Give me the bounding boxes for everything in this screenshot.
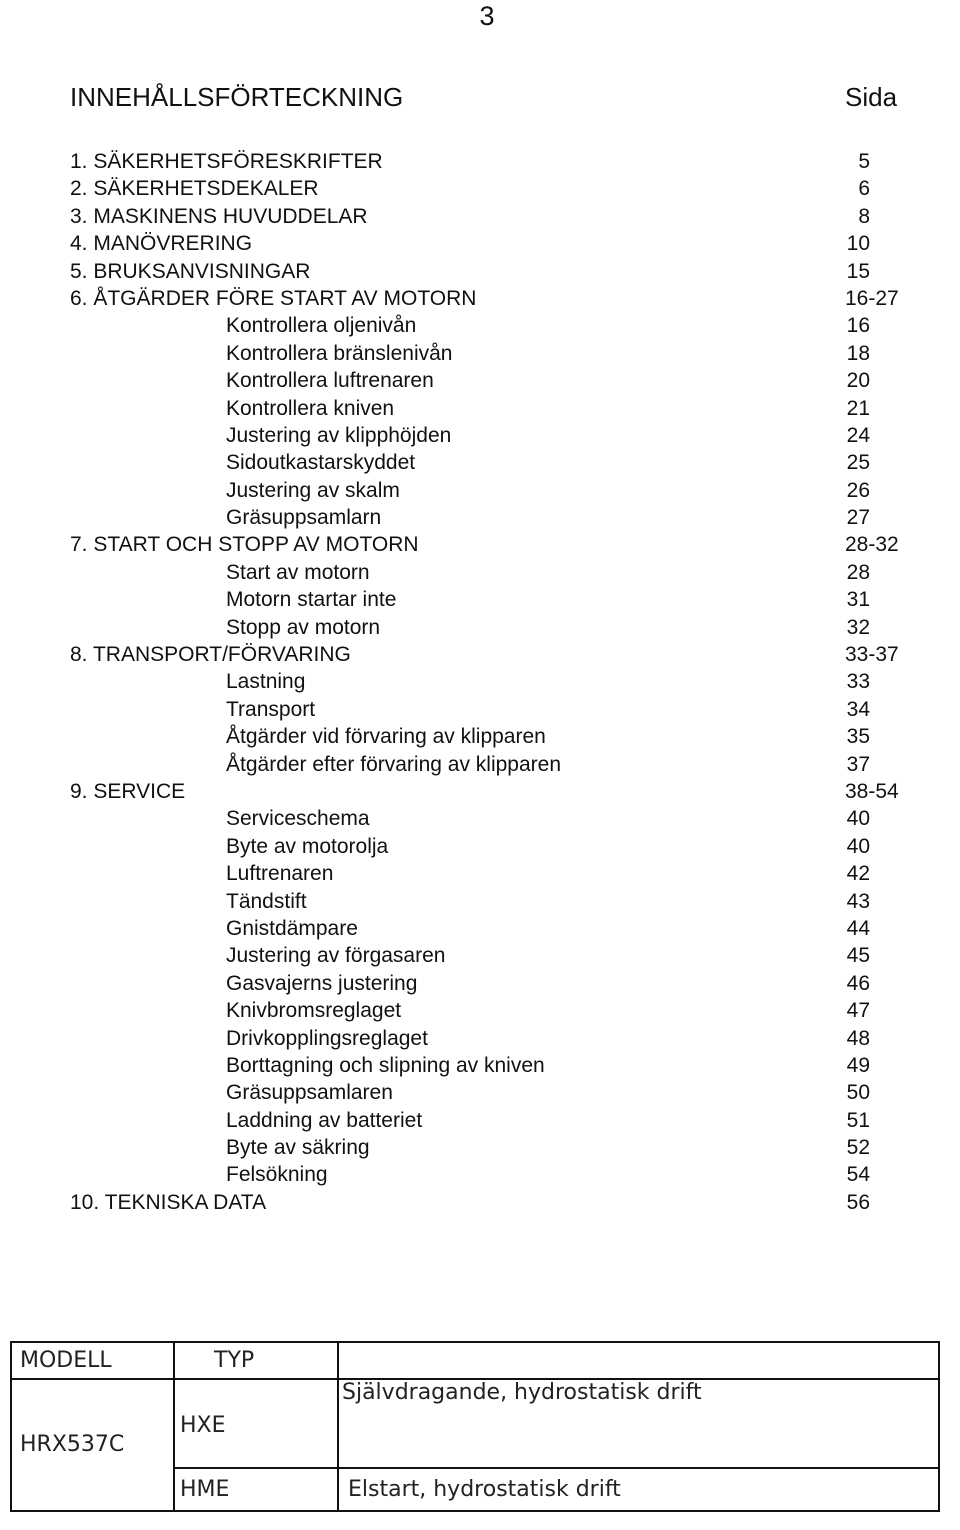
toc-subentry xyxy=(0,1161,960,1188)
toc-entry-title: Sidoutkastarskyddet xyxy=(226,451,416,475)
toc-list xyxy=(0,148,960,1216)
toc-entry-page: 44 xyxy=(846,916,870,940)
toc-entry-page: 18 xyxy=(846,341,870,365)
toc-entry xyxy=(0,531,960,558)
toc-entry xyxy=(0,641,960,668)
toc-entry-page: 33 xyxy=(846,670,870,694)
toc-entry-page: 50 xyxy=(846,1081,870,1105)
toc-entry-title: Justering av skalm xyxy=(226,478,400,502)
toc-subentry xyxy=(0,1134,960,1161)
toc-entry xyxy=(0,175,960,202)
toc-entry-title: Justering av förgasaren xyxy=(226,944,446,968)
toc-entry-page: 46 xyxy=(846,971,870,995)
toc-entry-title: Kontrollera bränslenivån xyxy=(226,341,453,365)
model-table xyxy=(10,1341,940,1512)
toc-subentry xyxy=(0,696,960,723)
toc-entry-page: 28-32 xyxy=(845,533,899,557)
toc-subentry xyxy=(0,1107,960,1134)
toc-subentry xyxy=(0,1079,960,1106)
toc-entry-title: Gräsuppsamlaren xyxy=(226,1081,393,1105)
toc-subentry xyxy=(0,805,960,832)
type-code: HME xyxy=(180,1477,230,1502)
toc-subentry xyxy=(0,942,960,969)
toc-entry-title: Gräsuppsamlarn xyxy=(226,506,382,530)
table-header-model: MODELL xyxy=(20,1348,112,1373)
toc-entry-title: Transport xyxy=(226,697,316,721)
toc-entry-page: 35 xyxy=(846,725,870,749)
table-divider xyxy=(175,1467,938,1469)
toc-entry-title: Kontrollera kniven xyxy=(226,396,395,420)
toc-entry-title: Luftrenaren xyxy=(226,862,334,886)
toc-entry-page: 15 xyxy=(846,259,870,283)
toc-entry xyxy=(0,203,960,230)
toc-entry-title: Serviceschema xyxy=(226,807,370,831)
toc-subentry xyxy=(0,614,960,641)
toc-entry xyxy=(0,230,960,257)
toc-subentry xyxy=(0,723,960,750)
toc-entry-title: 7. START OCH STOPP AV MOTORN xyxy=(70,533,419,557)
toc-title: INNEHÅLLSFÖRTECKNING xyxy=(70,82,404,112)
toc-entry-page: 43 xyxy=(846,889,870,913)
toc-page-column-heading: Sida xyxy=(845,82,898,112)
toc-entry-title: Borttagning och slipning av kniven xyxy=(226,1053,545,1077)
toc-entry-page: 37 xyxy=(846,752,870,776)
type-description: Elstart, hydrostatisk drift xyxy=(348,1477,621,1502)
toc-subentry xyxy=(0,888,960,915)
toc-entry-title: Laddning av batteriet xyxy=(226,1108,423,1132)
toc-entry-title: Kontrollera oljenivån xyxy=(226,314,417,338)
type-description: Självdragande, hydrostatisk drift xyxy=(342,1380,702,1405)
toc-entry-page: 6 xyxy=(858,177,870,201)
toc-entry-title: Justering av klipphöjden xyxy=(226,423,452,447)
model-value: HRX537C xyxy=(20,1432,125,1457)
toc-entry-title: 2. SÄKERHETSDEKALER xyxy=(70,177,319,201)
toc-entry-title: Drivkopplingsreglaget xyxy=(226,1026,428,1050)
toc-entry-page: 42 xyxy=(846,862,870,886)
toc-subentry xyxy=(0,477,960,504)
toc-entry-page: 51 xyxy=(846,1108,870,1132)
toc-entry-title: Byte av motorolja xyxy=(226,834,389,858)
toc-entry-title: Stopp av motorn xyxy=(226,615,381,639)
toc-entry xyxy=(0,148,960,175)
toc-entry-title: Start av motorn xyxy=(226,560,370,584)
toc-entry-title: Motorn startar inte xyxy=(226,588,397,612)
toc-subentry xyxy=(0,312,960,339)
toc-entry-title: 9. SERVICE xyxy=(70,779,186,803)
toc-entry-title: Kontrollera luftrenaren xyxy=(226,369,434,393)
table-header-type: TYP xyxy=(214,1348,255,1373)
toc-entry xyxy=(0,285,960,312)
toc-subentry xyxy=(0,449,960,476)
toc-entry-page: 54 xyxy=(846,1163,870,1187)
toc-entry-title: Knivbromsreglaget xyxy=(226,999,402,1023)
toc-entry-page: 32 xyxy=(846,615,870,639)
toc-entry-title: 6. ÅTGÄRDER FÖRE START AV MOTORN xyxy=(70,286,477,310)
table-divider xyxy=(337,1343,339,1510)
toc-entry xyxy=(0,258,960,285)
toc-entry-title: 5. BRUKSANVISNINGAR xyxy=(70,259,311,283)
toc-entry-title: Åtgärder vid förvaring av klipparen xyxy=(226,725,546,749)
toc-entry-title: 4. MANÖVRERING xyxy=(70,232,253,256)
toc-subentry xyxy=(0,395,960,422)
toc-entry-page: 48 xyxy=(846,1026,870,1050)
toc-entry-title: Gasvajerns justering xyxy=(226,971,418,995)
toc-entry-page: 16 xyxy=(846,314,870,338)
toc-entry-page: 47 xyxy=(846,999,870,1023)
toc-subentry xyxy=(0,915,960,942)
toc-entry xyxy=(0,778,960,805)
toc-entry-title: Felsökning xyxy=(226,1163,328,1187)
toc-entry-page: 26 xyxy=(846,478,870,502)
toc-entry-page: 31 xyxy=(846,588,870,612)
toc-entry-title: Lastning xyxy=(226,670,306,694)
toc-entry-page: 5 xyxy=(858,150,870,173)
toc-entry-title: 8. TRANSPORT/FÖRVARING xyxy=(70,643,351,667)
toc-subentry xyxy=(0,970,960,997)
toc-entry-page: 27 xyxy=(846,506,870,530)
toc-entry-title: 3. MASKINENS HUVUDDELAR xyxy=(70,204,368,228)
toc-subentry xyxy=(0,1025,960,1052)
toc-entry-page: 56 xyxy=(846,1190,870,1214)
toc-entry-page: 34 xyxy=(846,697,870,721)
toc-entry-page: 40 xyxy=(846,807,870,831)
toc-subentry xyxy=(0,1052,960,1079)
toc-entry-page: 20 xyxy=(846,369,870,393)
toc-subentry xyxy=(0,860,960,887)
toc-subentry xyxy=(0,559,960,586)
toc-subentry xyxy=(0,751,960,778)
toc-entry-title: 1. SÄKERHETSFÖRESKRIFTER xyxy=(70,150,383,173)
toc-subentry xyxy=(0,668,960,695)
toc-entry-page: 21 xyxy=(846,396,870,420)
toc-entry-page: 16-27 xyxy=(845,286,899,310)
toc-entry-title: Gnistdämpare xyxy=(226,916,358,940)
table-divider xyxy=(173,1343,175,1510)
toc-subentry xyxy=(0,367,960,394)
toc-entry-page: 28 xyxy=(846,560,870,584)
toc-subentry xyxy=(0,997,960,1024)
toc-entry-page: 40 xyxy=(846,834,870,858)
toc-entry-title: Byte av säkring xyxy=(226,1136,370,1160)
toc-subentry xyxy=(0,586,960,613)
toc-entry-page: 38-54 xyxy=(845,779,899,803)
toc-entry-page: 24 xyxy=(846,423,870,447)
toc-entry xyxy=(0,1189,960,1216)
toc-entry-page: 49 xyxy=(846,1053,870,1077)
toc-entry-page: 25 xyxy=(846,451,870,475)
toc-entry-title: Åtgärder efter förvaring av klipparen xyxy=(226,752,562,776)
toc-entry-page: 52 xyxy=(846,1136,870,1160)
toc-subentry xyxy=(0,340,960,367)
page-number: 3 xyxy=(479,1,495,31)
toc-entry-page: 33-37 xyxy=(845,643,899,667)
toc-entry-page: 8 xyxy=(858,204,870,228)
toc-subentry xyxy=(0,833,960,860)
toc-entry-title: 10. TEKNISKA DATA xyxy=(70,1190,267,1214)
toc-subentry xyxy=(0,504,960,531)
type-code: HXE xyxy=(180,1413,226,1438)
toc-entry-title: Tändstift xyxy=(226,889,307,913)
toc-subentry xyxy=(0,422,960,449)
toc-entry-page: 45 xyxy=(846,944,870,968)
toc-entry-page: 10 xyxy=(846,232,870,256)
